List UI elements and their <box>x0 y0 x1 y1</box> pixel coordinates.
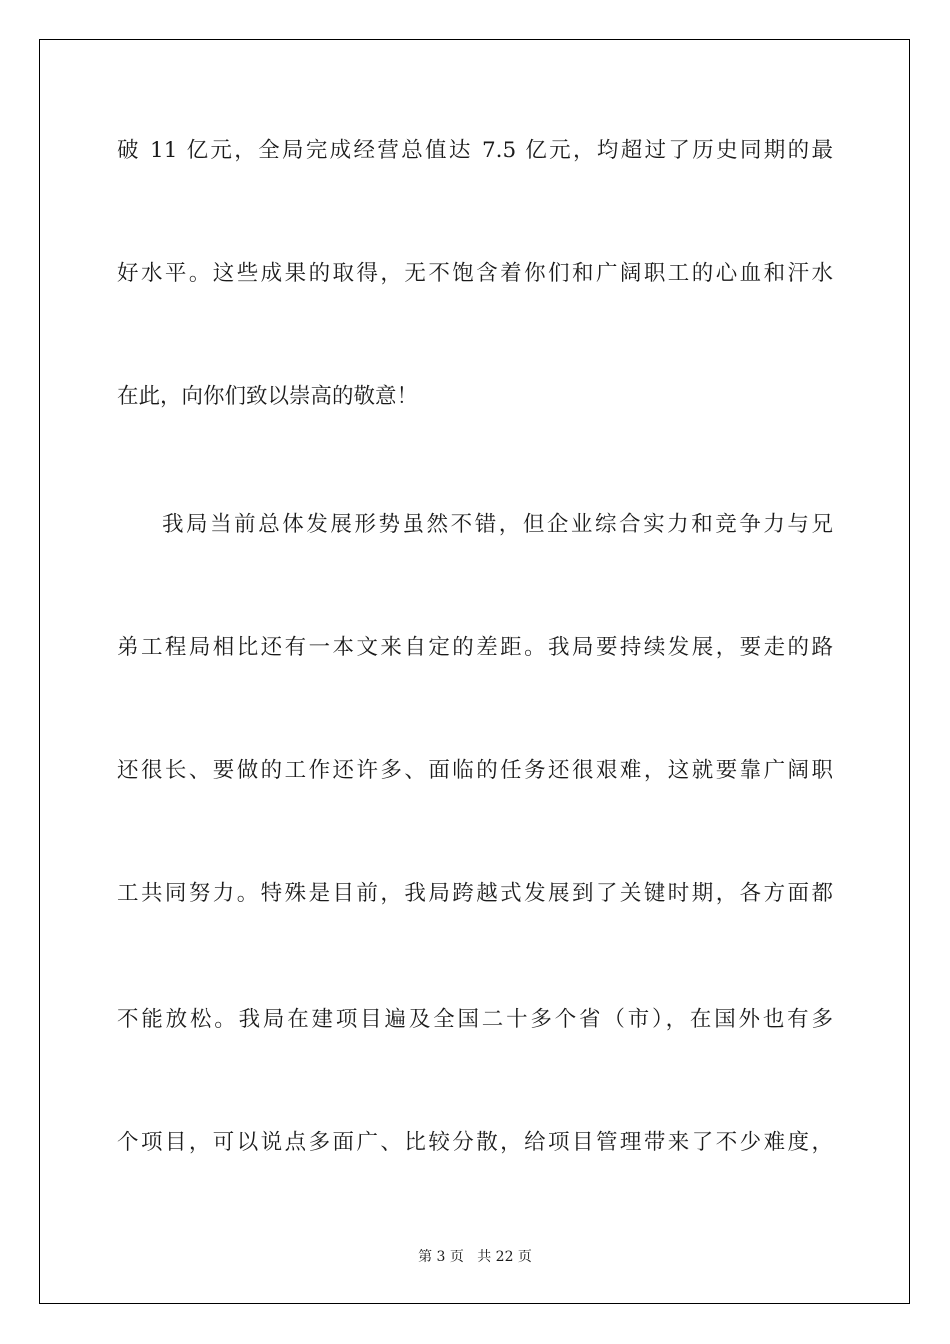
page-number-footer: 第 3 页 共 22 页 <box>418 1249 532 1265</box>
body-text-line-4: 我局当前总体发展形势虽然不错，但企业综合实力和竞争力与兄 <box>162 512 833 537</box>
body-text-line-1: 破 11 亿元，全局完成经营总值达 7.5 亿元，均超过了历史同期的最 <box>117 138 833 163</box>
body-text-line-5: 弟工程局相比还有一本文来自定的差距。我局要持续发展，要走的路 <box>117 635 833 660</box>
body-text-line-3: 在此，向你们致以崇高的敬意！ <box>117 384 419 409</box>
body-text-line-9: 个项目，可以说点多面广、比较分散，给项目管理带来了不少难度， <box>117 1130 833 1155</box>
body-text-line-6: 还很长、要做的工作还许多、面临的任务还很艰难，这就要靠广阔职 <box>117 758 833 783</box>
body-text-line-7: 工共同努力。特殊是目前，我局跨越式发展到了关键时期，各方面都 <box>117 881 833 906</box>
body-text-line-8: 不能放松。我局在建项目遍及全国二十多个省（市），在国外也有多 <box>117 1007 833 1032</box>
page-border <box>39 39 910 1304</box>
body-text-line-2: 好水平。这些成果的取得，无不饱含着你们和广阔职工的心血和汗水 <box>117 261 833 286</box>
